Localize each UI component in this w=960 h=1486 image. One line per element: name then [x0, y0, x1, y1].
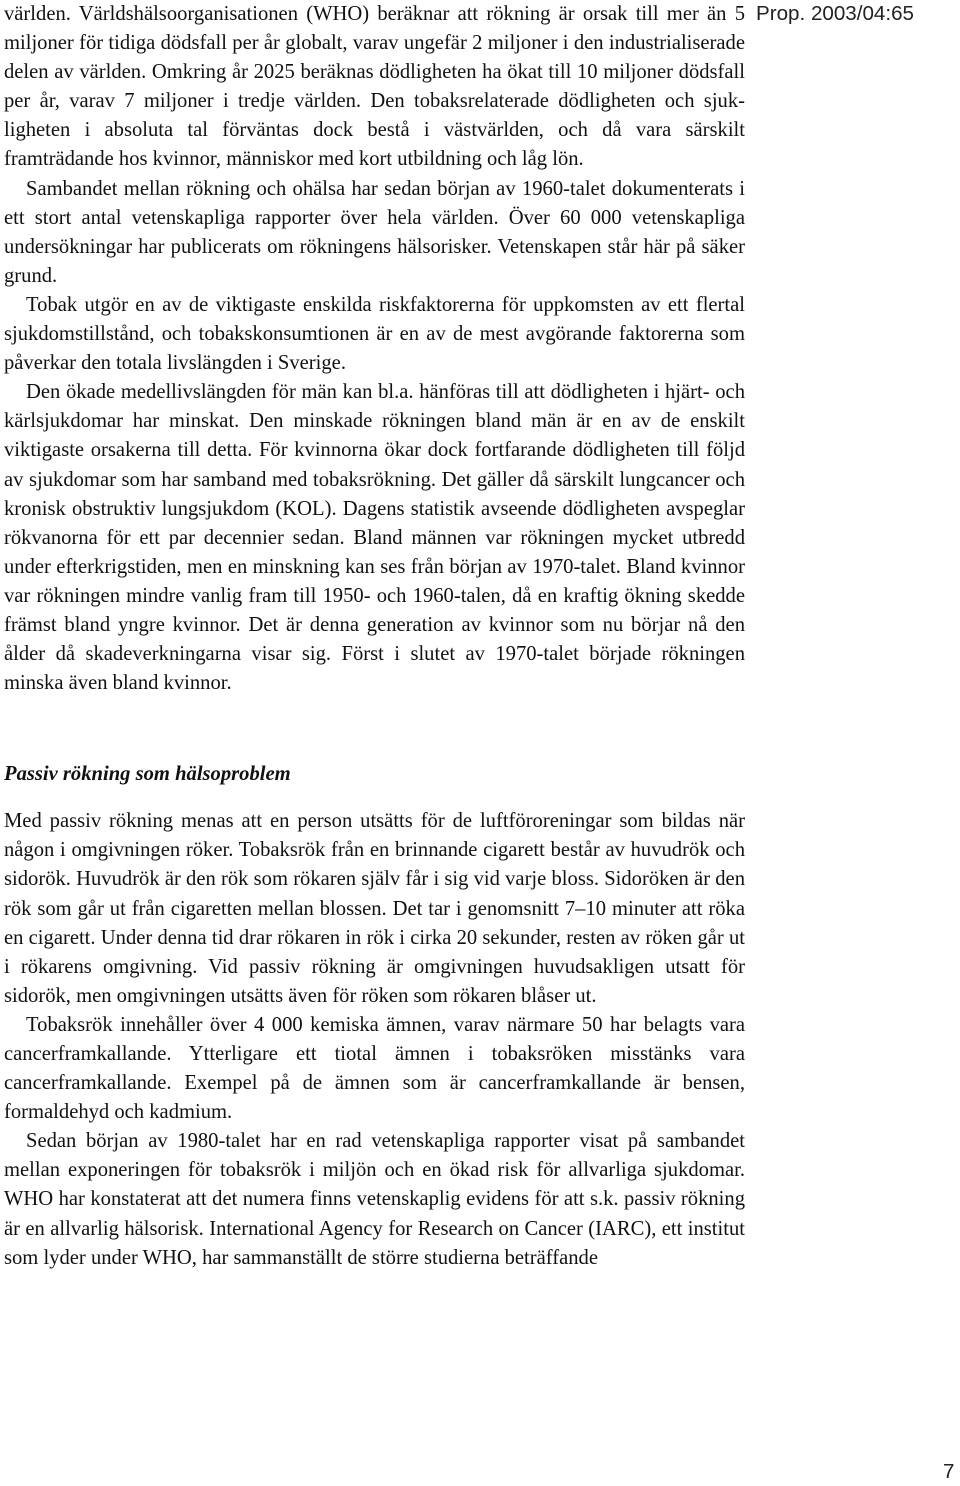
- heading-spacer: [4, 789, 745, 807]
- paragraph-chemical-substances: Tobaksrök innehåller över 4 000 kemiska ämnen, varav närmare 50 har belagts vara cancerframkallande. Ytterligare ett tiotal ämnen i tobaksröken misstänks vara cancerframkallande. Exempel på de ämnen som är cancerframkallande är bensen, formaldehyd och kadmium.: [4, 1013, 745, 1124]
- paragraph-research-evidence: Sambandet mellan rökning och ohälsa har sedan början av 1960-talet dokumenterats i ett stort antal vetenskapliga rapporter över hela världen. Över 60 000 vetenskapliga undersökningar har publicerats om rökningens hälsorisker. Vetenskapen står här på säker grund.: [4, 177, 745, 287]
- paragraph-risk-factor: Tobak utgör en av de viktigaste enskilda riskfaktorerna för uppkomsten av ett flertal sjukdomstillstånd, och tobakskonsumtionen är en av de mest avgörande faktorerna som påverkar den totala livslängden i Sverige.: [4, 293, 745, 375]
- document-body: [4, 0, 745, 1273]
- paragraph-life-expectancy: Den ökade medellivslängden för män kan bl.a. hänföras till att dödligheten i hjärt- och kärlsjukdomar har minskat. Den minskade rökningen bland män är en av de enskilt viktigaste orsakerna till detta. För kvinnorna ökar dock fortfarande dödligheten till följd av sjukdomar som har samband med tobaksrökning. Det gäller då särskilt lungcancer och kronisk obstruktiv lungsjukdom (KOL). Dagens statistik avseende dödligheten avspeglar rökvanorna för ett par decennier sedan. Bland männen var rökningen mycket utbredd under efterkrigstiden, men en minskning kan ses från början av 1970-talet. Bland kvinnor var rökningen mindre vanlig fram till 1950- och 1960-talen, då en kraftig ökning skedde främst bland yngre kvinnor. Det är denna generation av kvinnor som nu börjar nå den ålder då skadeverkningarna visar sig. Först i slutet av 1970-talet började rökningen minska även bland kvinnor.: [4, 381, 745, 695]
- paragraph-scientific-reports: Sedan början av 1980-talet har en rad vetenskapliga rapporter visat på sambandet mellan exponeringen för tobaksrök i miljön och en ökad risk för allvarliga sjukdomar. WHO har konstaterat att det numera finns vetenskaplig evidens för att s.k. passiv rökning är en allvarlig hälsorisk. International Agency for Research on Cancer (IARC), ett institut som lyder under WHO, har sammanställt de större studierna beträffande: [4, 1130, 745, 1269]
- proposition-reference: Prop. 2003/04:65: [756, 2, 915, 25]
- paragraph-who-estimates: världen. Världshälsoorganisationen (WHO) beräknar att rökning är orsak till mer än 5 miljoner för tidiga dödsfall per år globalt, varav ungefär 2 miljoner i den industrialiserade delen av världen. Omkring år 2025 beräknas dödligheten ha ökat till 10 miljoner dödsfall per år, varav 7 miljoner i tredje världen. Den tobaksrelaterade dödligheten och sjukligheten i absoluta tal förväntas dock bestå i västvärlden, och då vara särskilt framträdande hos kvinnor, människor med kort utbildning och låg lön.: [4, 3, 745, 171]
- section-spacer: [4, 698, 745, 760]
- section-heading-passive-smoking: Passiv rökning som hälsoproblem: [4, 763, 291, 786]
- page-number: 7: [943, 1460, 955, 1483]
- paragraph-passive-smoking-definition: Med passiv rökning menas att en person utsätts för de luftföroreningar som bildas när någon i omgivningen röker. Tobaksrök från en brinnande cigarett består av huvudrök och sidorök. Huvudrök är den rök som rökaren själv får i sig vid varje bloss. Sidoröken är den rök som går ut från cigaretten mellan blossen. Det tar i genomsnitt 7–10 minuter att röka en cigarett. Under denna tid drar rökaren in rök i cirka 20 sekunder, resten av röken går ut i rökarens omgivning. Vid passiv rökning är omgivningen huvudsakligen utsatt för sidorök, men omgivningen utsätts även för röken som rökaren blåser ut.: [4, 810, 745, 1007]
